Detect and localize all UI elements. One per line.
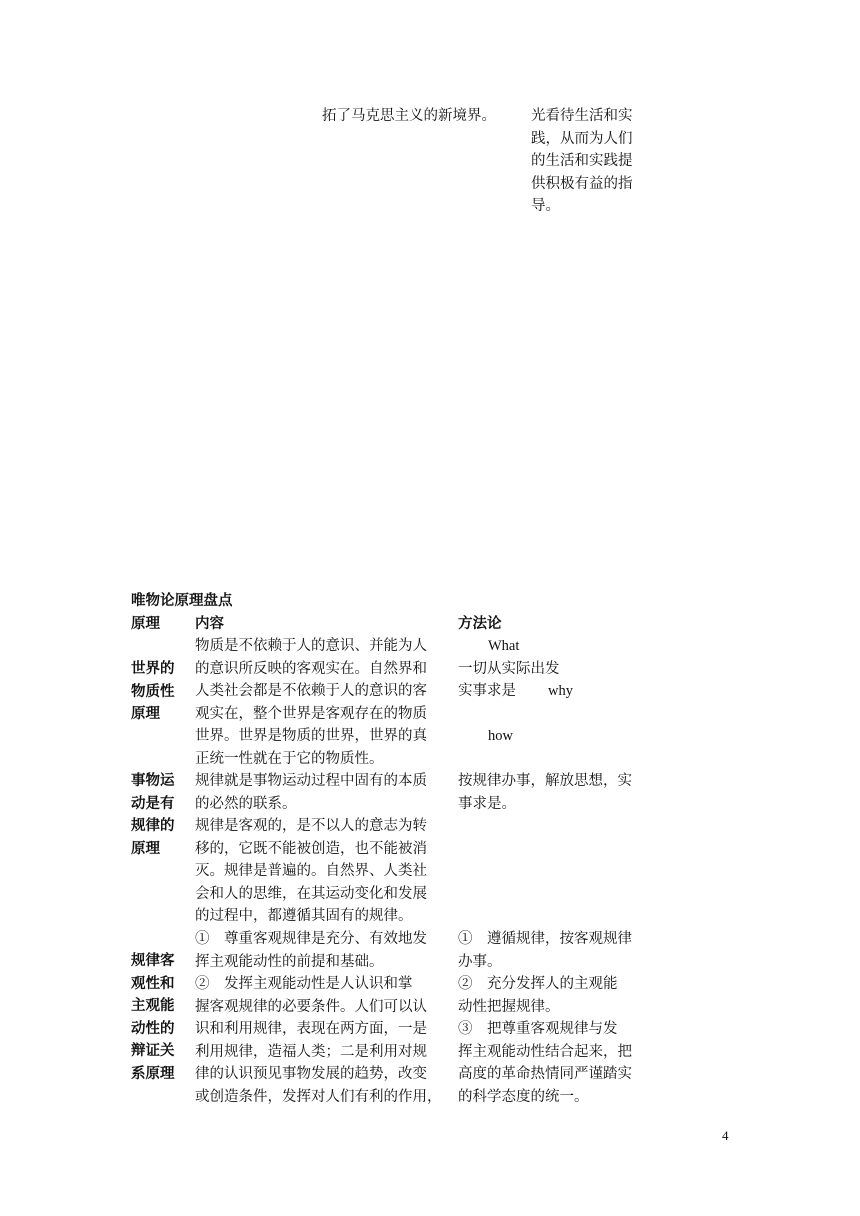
row3-principle	[131, 950, 175, 1085]
principle-line: 辩证关	[131, 1043, 175, 1059]
text-line: 的生活和实践提	[531, 153, 633, 169]
method-line: 动性把握规律。	[458, 998, 560, 1015]
row3-method	[458, 928, 632, 1108]
principle-line: 原理	[131, 840, 160, 857]
method-line: ② 充分发挥人的主观能	[458, 976, 618, 992]
content-line: 的意识所反映的客观实在。自然界和	[195, 660, 427, 677]
row2-content	[195, 770, 427, 928]
row1-content	[195, 635, 427, 770]
content-line: 律的认识预见事物发展的趋势，改变	[195, 1066, 427, 1082]
content-line: 灭。规律是普遍的。自然界、人类社	[195, 863, 427, 879]
content-line: ① 尊重客观规律是充分、有效地发	[195, 931, 427, 947]
row3-content	[195, 928, 442, 1108]
row1-principle	[131, 658, 175, 726]
principle-line: 规律客	[131, 953, 175, 969]
continued-text: 拓了马克思主义的新境界。	[322, 108, 496, 124]
method-line: 的科学态度的统一。	[458, 1088, 589, 1105]
method-line: 一切从实际出发	[458, 661, 560, 677]
content-line: 规律是客观的，是不以人的意志为转	[195, 818, 427, 834]
text-line: 供积极有益的指	[531, 175, 633, 192]
content-line: 人类社会都是不依赖于人的意识的客	[195, 683, 427, 699]
row2-method	[458, 770, 632, 815]
method-what: What	[488, 638, 520, 654]
continued-cell	[531, 105, 633, 218]
content-line: 世界。世界是物质的世界，世界的真	[195, 728, 427, 744]
content-line: 利用规律，造福人类；二是利用对规	[195, 1043, 427, 1060]
principle-line: 主观能	[131, 998, 175, 1014]
principle-line: 动是有	[131, 795, 175, 812]
page-number: 4	[722, 1128, 729, 1143]
content-line: 正统一性就在于它的物质性。	[195, 750, 384, 767]
text-line: 光看待生活和实	[531, 108, 633, 124]
principle-line: 事物运	[131, 773, 175, 789]
principle-line: 系原理	[131, 1065, 175, 1082]
method-line: ③ 把尊重客观规律与发	[458, 1021, 618, 1037]
text-line: 践，从而为人们	[531, 130, 633, 147]
method-line: 办事。	[458, 953, 502, 970]
header-content: 内容	[195, 616, 224, 632]
method-line: 事求是。	[458, 795, 516, 812]
content-line: 规律就是事物运动过程中固有的本质	[195, 773, 427, 789]
method-line: 实事求是	[458, 683, 516, 699]
row2-principle	[131, 770, 175, 860]
method-line: 按规律办事，解放思想，实	[458, 773, 632, 789]
content-line: 挥主观能动性的前提和基础。	[195, 953, 384, 970]
section-title: 唯物论原理盘点	[131, 593, 233, 609]
method-line: ① 遵循规律，按客观规律	[458, 931, 632, 947]
content-line: 观实在，整个世界是客观存在的物质	[195, 705, 427, 722]
content-line: 移的，它既不能被创造，也不能被消	[195, 840, 427, 857]
content-line: 或创造条件，发挥对人们有利的作用，	[195, 1088, 442, 1105]
content-line: 识和利用规律，表现在两方面，一是	[195, 1021, 427, 1037]
header-method: 方法论	[458, 616, 502, 632]
content-line: 的过程中，都遵循其固有的规律。	[195, 908, 413, 924]
content-line: 握客观规律的必要条件。人们可以认	[195, 998, 427, 1015]
principle-line: 规律的	[131, 818, 175, 834]
principle-line: 原理	[131, 706, 160, 722]
method-why: why	[548, 683, 573, 699]
principle-line: 动性的	[131, 1020, 175, 1037]
principle-line: 世界的	[131, 661, 175, 677]
method-line: 挥主观能动性结合起来，把	[458, 1043, 632, 1060]
method-how: how	[488, 728, 513, 744]
content-line: 的必然的联系。	[195, 795, 297, 812]
principle-line: 物质性	[131, 683, 175, 700]
text-line: 导。	[531, 198, 560, 214]
content-line: ② 发挥主观能动性是人认识和掌	[195, 976, 413, 992]
method-line: 高度的革命热情同严谨踏实	[458, 1066, 632, 1082]
content-line: 会和人的思维，在其运动变化和发展	[195, 885, 427, 902]
header-principle: 原理	[131, 616, 160, 632]
content-line: 物质是不依赖于人的意识、并能为人	[195, 638, 427, 654]
principle-line: 观性和	[131, 975, 175, 992]
